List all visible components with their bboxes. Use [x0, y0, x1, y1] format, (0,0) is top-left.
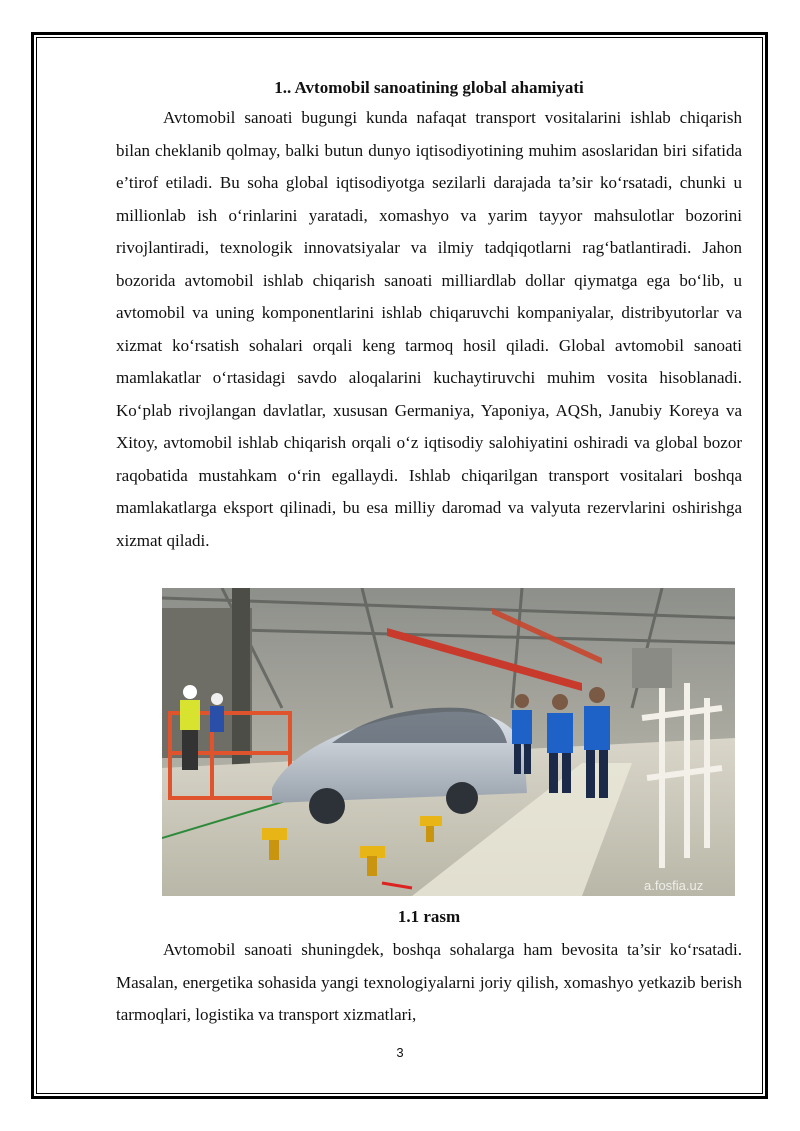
text-block-bottom	[116, 934, 742, 1032]
section-heading: 1.. Avtomobil sanoatining global ahamiyati	[274, 78, 584, 97]
paragraph-1: Avtomobil sanoati bugungi kunda nafaqat transport vositalarini ishlab chiqarish bilan cheklanib qolmay, balki butun dunyo iqtisodiyotining muhim asoslaridan biri sifatida e’tirof etiladi. Bu soha global iqtisodiyotga sezilarli darajada ta’sir ko‘rsatadi, chunki u millionlab ish o‘rinlarini yaratadi, xomashyo va yarim tayyor mahsulotlar bozorini rivojlantiradi, texnologik innovatsiyalar va ilmiy tadqiqotlarni rag‘batlantiradi. Jahon bozorida avtomobil ishlab chiqarish sanoati milliardlab dollar qiymatga ega bo‘lib, u avtomobil va uning komponentlarini ishlab chiqaruvchi kompaniyalar, distribyutorlar va xizmat ko‘rsatish sohalari orqali keng tarmoq hosil qiladi. Global avtomobil sanoati mamlakatlar o‘rtasidagi savdo aloqalarini kuchaytiruvchi muhim vosita hisoblanadi. Ko‘plab rivojlangan davlatlar, xususan Germaniya, Yaponiya, AQSh, Janubiy Koreya va Xitoy, avtomobil ishlab chiqarish orqali o‘z iqtisodiy salohiyatini oshiradi va global bozor raqobatida mustahkam o‘rin egallaydi. Ishlab chiqarilgan transport vositalari boshqa mamlakatlarga eksport qilinadi, bu esa milliy daromad va valyuta rezervlarini oshirishga xizmat qiladi.	[116, 108, 742, 550]
paragraph-2: Avtomobil sanoati shuningdek, boshqa sohalarga ham bevosita ta’sir ko‘rsatadi. Masalan, energetika sohasida yangi texnologiyalarni joriy qilish, xomashyo yetkazib berish tarmoqlari, logistika va transport xizmatlari,	[116, 940, 742, 1024]
assembly-line-photo	[162, 588, 735, 896]
page-number: 3	[396, 1045, 404, 1060]
photo-watermark: a.fosfia.uz	[644, 878, 704, 893]
figure-caption: 1.1 rasm	[397, 907, 461, 926]
text-block-top	[116, 74, 742, 557]
car-factory-illustration	[162, 588, 735, 896]
